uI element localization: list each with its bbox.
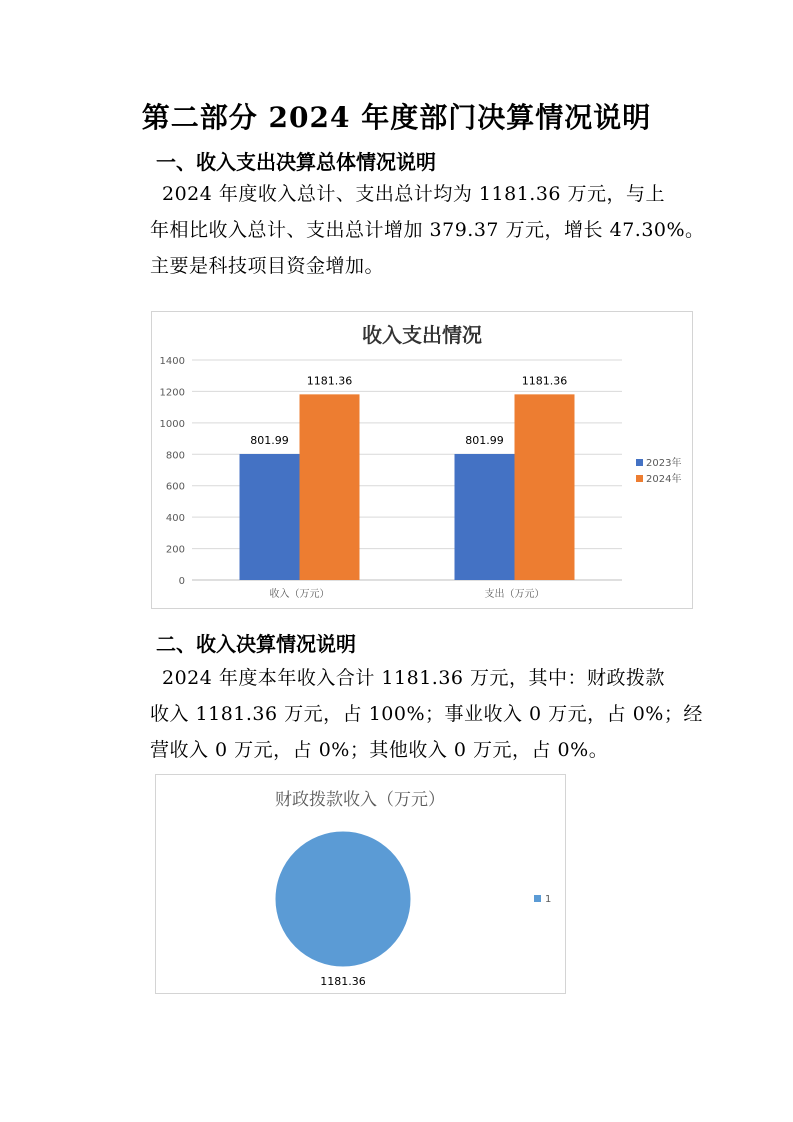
legend-label: 1 bbox=[545, 894, 552, 905]
income-expense-chart bbox=[151, 311, 693, 609]
y-tick-label: 1200 bbox=[159, 387, 185, 399]
bar-2-2 bbox=[515, 394, 575, 580]
pie-slice bbox=[275, 831, 411, 967]
y-tick-label: 1400 bbox=[159, 356, 185, 367]
bar-value-label: 801.99 bbox=[250, 433, 289, 447]
section2-line-1: 2024 年度本年收入合计 1181.36 万元，其中：财政拨款 bbox=[162, 667, 666, 689]
section2-line-3: 营收入 0 万元，占 0%；其他收入 0 万元，占 0%。 bbox=[150, 739, 609, 761]
y-tick-label: 400 bbox=[165, 513, 185, 525]
legend-swatch bbox=[636, 459, 643, 466]
bar-value-label: 1181.36 bbox=[521, 374, 568, 388]
y-tick-label: 600 bbox=[165, 481, 185, 493]
section1-line-1: 2024 年度收入总计、支出总计均为 1181.36 万元，与上 bbox=[162, 183, 666, 205]
pie-chart-svg bbox=[156, 775, 565, 993]
bar-value-label: 801.99 bbox=[465, 433, 504, 447]
bar-value-label: 1181.36 bbox=[306, 374, 353, 388]
y-tick-label: 800 bbox=[165, 450, 185, 462]
bar-chart-svg bbox=[152, 312, 692, 608]
y-tick-label: 1000 bbox=[159, 418, 185, 430]
x-category-label: 收入（万元） bbox=[269, 589, 330, 600]
legend-swatch bbox=[534, 895, 541, 902]
pie-chart-title: 财政拨款收入（万元） bbox=[275, 790, 445, 810]
page-title: 第二部分 2024 年度部门决算情况说明 bbox=[141, 101, 652, 134]
section1-line-3: 主要是科技项目资金增加。 bbox=[150, 255, 385, 277]
bar-chart-title: 收入支出情况 bbox=[362, 323, 482, 347]
legend-swatch bbox=[636, 475, 643, 482]
y-tick-label: 200 bbox=[165, 544, 185, 556]
bar-1-2 bbox=[455, 454, 515, 580]
section2-paragraph bbox=[150, 660, 703, 768]
section-heading-income-expense: 一、收入支出决算总体情况说明 bbox=[156, 150, 436, 174]
bar-2-1 bbox=[300, 394, 360, 580]
section-heading-income: 二、收入决算情况说明 bbox=[156, 632, 356, 656]
legend-label: 2024年 bbox=[646, 474, 682, 485]
bar-1-1 bbox=[240, 454, 300, 580]
section1-line-2: 年相比收入总计、支出总计增加 379.37 万元，增长 47.30%。 bbox=[150, 219, 705, 241]
section2-line-2: 收入 1181.36 万元，占 100%；事业收入 0 万元，占 0%；经 bbox=[150, 703, 703, 725]
pie-data-label: 1181.36 bbox=[320, 975, 366, 988]
y-tick-label: 0 bbox=[178, 576, 185, 587]
section1-paragraph bbox=[150, 176, 705, 284]
fiscal-income-chart bbox=[155, 774, 566, 994]
x-category-label: 支出（万元） bbox=[484, 589, 545, 600]
legend-label: 2023年 bbox=[646, 458, 682, 469]
